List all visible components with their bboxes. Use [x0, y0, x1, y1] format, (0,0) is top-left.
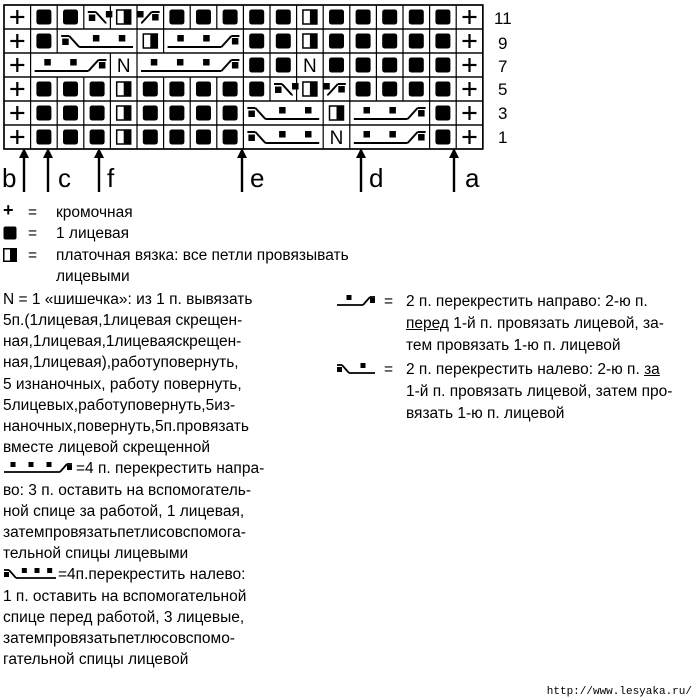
knit-stitch-mark	[249, 34, 264, 49]
legend-knit-eq: =	[28, 225, 38, 242]
garter-stitch-icon	[3, 248, 17, 262]
knit-stitch-mark	[90, 130, 105, 145]
cross-right-line2	[406, 313, 664, 334]
left-text-line: ной спице за работой, 1 лицевая,	[3, 503, 245, 520]
left-text-line: 5п.(1лицевая,1лицевая скрещен-	[3, 312, 243, 329]
bobble-mark: N	[116, 56, 131, 77]
cross-right-4-icon	[3, 461, 73, 475]
knit-stitch-mark	[382, 10, 397, 25]
row-number-3: 3	[498, 104, 508, 123]
legend-knit-text: 1 лицевая	[56, 225, 130, 242]
left-text-line: во: 3 п. оставить на вспомогатель-	[3, 482, 252, 499]
knit-stitch-mark	[63, 130, 78, 145]
knit-stitch-mark	[249, 10, 264, 25]
knit-stitch-mark	[90, 106, 105, 121]
knit-stitch-mark	[409, 34, 424, 49]
knit-stitch-mark	[356, 82, 371, 97]
knit-stitch-mark	[435, 130, 450, 145]
knit-stitch-mark	[63, 82, 78, 97]
knit-stitch-mark	[435, 10, 450, 25]
knit-stitch-mark	[435, 106, 450, 121]
left-text-line: 1 п. оставить на вспомогательной	[3, 588, 247, 605]
left-text-line: N = 1 «шишечка»: из 1 п. вывязать	[3, 291, 253, 308]
marker-f: f	[107, 163, 115, 193]
left-text-line: =4п.перекрестить налево:	[58, 566, 246, 583]
knit-stitch-mark	[382, 34, 397, 49]
marker-d: d	[369, 163, 384, 193]
knit-stitch-mark	[36, 34, 51, 49]
marker-c: c	[58, 163, 71, 193]
knit-stitch-mark	[143, 82, 158, 97]
knit-stitch-icon	[3, 226, 17, 240]
cross-left-eq: =	[384, 361, 394, 378]
knit-stitch-mark	[356, 58, 371, 73]
left-text-line: затемпровязатьпетлисовспомога-	[3, 524, 246, 541]
marker-a: a	[465, 163, 480, 193]
knit-stitch-mark	[196, 130, 211, 145]
row-number-7: 7	[498, 57, 508, 76]
knit-stitch-mark	[223, 130, 238, 145]
knit-stitch-mark	[382, 58, 397, 73]
bobble-mark: N	[329, 128, 344, 149]
cross-left-line1-text: 2 п. перекрестить налево: 2-ю п.	[406, 361, 645, 378]
knit-stitch-mark	[276, 10, 291, 25]
knit-stitch-mark	[196, 106, 211, 121]
left-text-line: спице перед работой, 3 лицевые,	[3, 609, 245, 626]
cross-left-4-icon	[3, 567, 57, 581]
row-number-1: 1	[498, 128, 508, 147]
legend-garter-eq: =	[28, 247, 38, 264]
knit-stitch-mark	[63, 106, 78, 121]
knit-stitch-mark	[435, 58, 450, 73]
knit-stitch-mark	[36, 106, 51, 121]
knit-stitch-mark	[169, 106, 184, 121]
bobble-mark: N	[303, 56, 317, 77]
left-text-line: вместе лицевой скрещенной	[3, 439, 210, 456]
knit-stitch-mark	[409, 82, 424, 97]
knit-stitch-mark	[169, 130, 184, 145]
legend-edge-eq: =	[28, 204, 38, 221]
watermark: http://www.lesyaka.ru/	[546, 686, 692, 698]
knit-stitch-mark	[409, 58, 424, 73]
knit-stitch-mark	[196, 10, 211, 25]
knit-stitch-mark	[356, 34, 371, 49]
knit-stitch-mark	[36, 82, 51, 97]
marker-b: b	[2, 163, 17, 193]
cross-left-line3: вязать 1-ю п. лицевой	[406, 405, 565, 422]
cross-left-2-icon	[336, 362, 376, 376]
knit-stitch-mark	[143, 130, 158, 145]
left-text-line: гательной спицы лицевой	[3, 651, 189, 668]
left-text-line: тельной спицы лицевыми	[3, 545, 189, 562]
knit-stitch-mark	[63, 10, 78, 25]
knit-stitch-mark	[143, 106, 158, 121]
knit-stitch-mark	[249, 82, 264, 97]
knit-stitch-mark	[90, 82, 105, 97]
knit-stitch-mark	[435, 82, 450, 97]
knit-stitch-mark	[276, 34, 291, 49]
left-text-line: ная,1лицевая),работуповернуть,	[3, 354, 239, 371]
cross-left-line1	[406, 359, 660, 380]
left-text-line: =4 п. перекрестить напра-	[76, 460, 265, 477]
cross-right-line3: тем провязать 1-ю п. лицевой	[406, 337, 621, 354]
knit-stitch-mark	[329, 58, 344, 73]
knit-stitch-mark	[249, 58, 264, 73]
legend-edge-symbol: +	[3, 200, 14, 220]
knit-stitch-mark	[329, 10, 344, 25]
legend-garter-line2: лицевыми	[56, 268, 130, 285]
cross-left-line2: 1-й п. провязать лицевой, затем про-	[406, 383, 673, 400]
knit-stitch-mark	[409, 10, 424, 25]
legend-edge-text: кромочная	[56, 204, 133, 221]
cross-right-line2-rest: 1-й п. провязать лицевой, за-	[448, 315, 664, 332]
row-number-11: 11	[494, 9, 512, 28]
cross-left-underlined: за	[644, 361, 660, 378]
left-text-line: 5лицевых,работуповернуть,5из-	[3, 397, 236, 414]
cross-right-underlined: перед	[406, 315, 449, 332]
knit-stitch-mark	[223, 82, 238, 97]
left-text-line: ная,1лицевая,1лицеваяскрещен-	[3, 333, 242, 350]
cross-right-line1: 2 п. перекрестить направо: 2-ю п.	[406, 293, 648, 310]
knit-stitch-mark	[36, 130, 51, 145]
knit-stitch-mark	[196, 82, 211, 97]
row-number-9: 9	[498, 34, 508, 53]
knit-stitch-mark	[223, 106, 238, 121]
knit-stitch-mark	[169, 82, 184, 97]
left-text-line: затемпровязатьпетлюсовспомо-	[3, 630, 235, 647]
cross-right-2-icon	[336, 294, 376, 308]
knit-stitch-mark	[356, 10, 371, 25]
marker-e: e	[250, 163, 265, 193]
knit-stitch-mark	[36, 10, 51, 25]
row-number-5: 5	[498, 80, 508, 99]
knit-stitch-mark	[382, 82, 397, 97]
legend-garter-line1: платочная вязка: все петли провязывать	[56, 247, 349, 264]
left-text-line: 5 изнаночных, работу повернуть,	[3, 376, 242, 393]
knit-stitch-mark	[169, 10, 184, 25]
knit-stitch-mark	[276, 58, 291, 73]
left-text-line: наночных,повернуть,5п.провязать	[3, 418, 249, 435]
knit-stitch-mark	[223, 10, 238, 25]
knit-stitch-mark	[435, 34, 450, 49]
cross-right-eq: =	[384, 293, 394, 310]
knit-stitch-mark	[329, 34, 344, 49]
